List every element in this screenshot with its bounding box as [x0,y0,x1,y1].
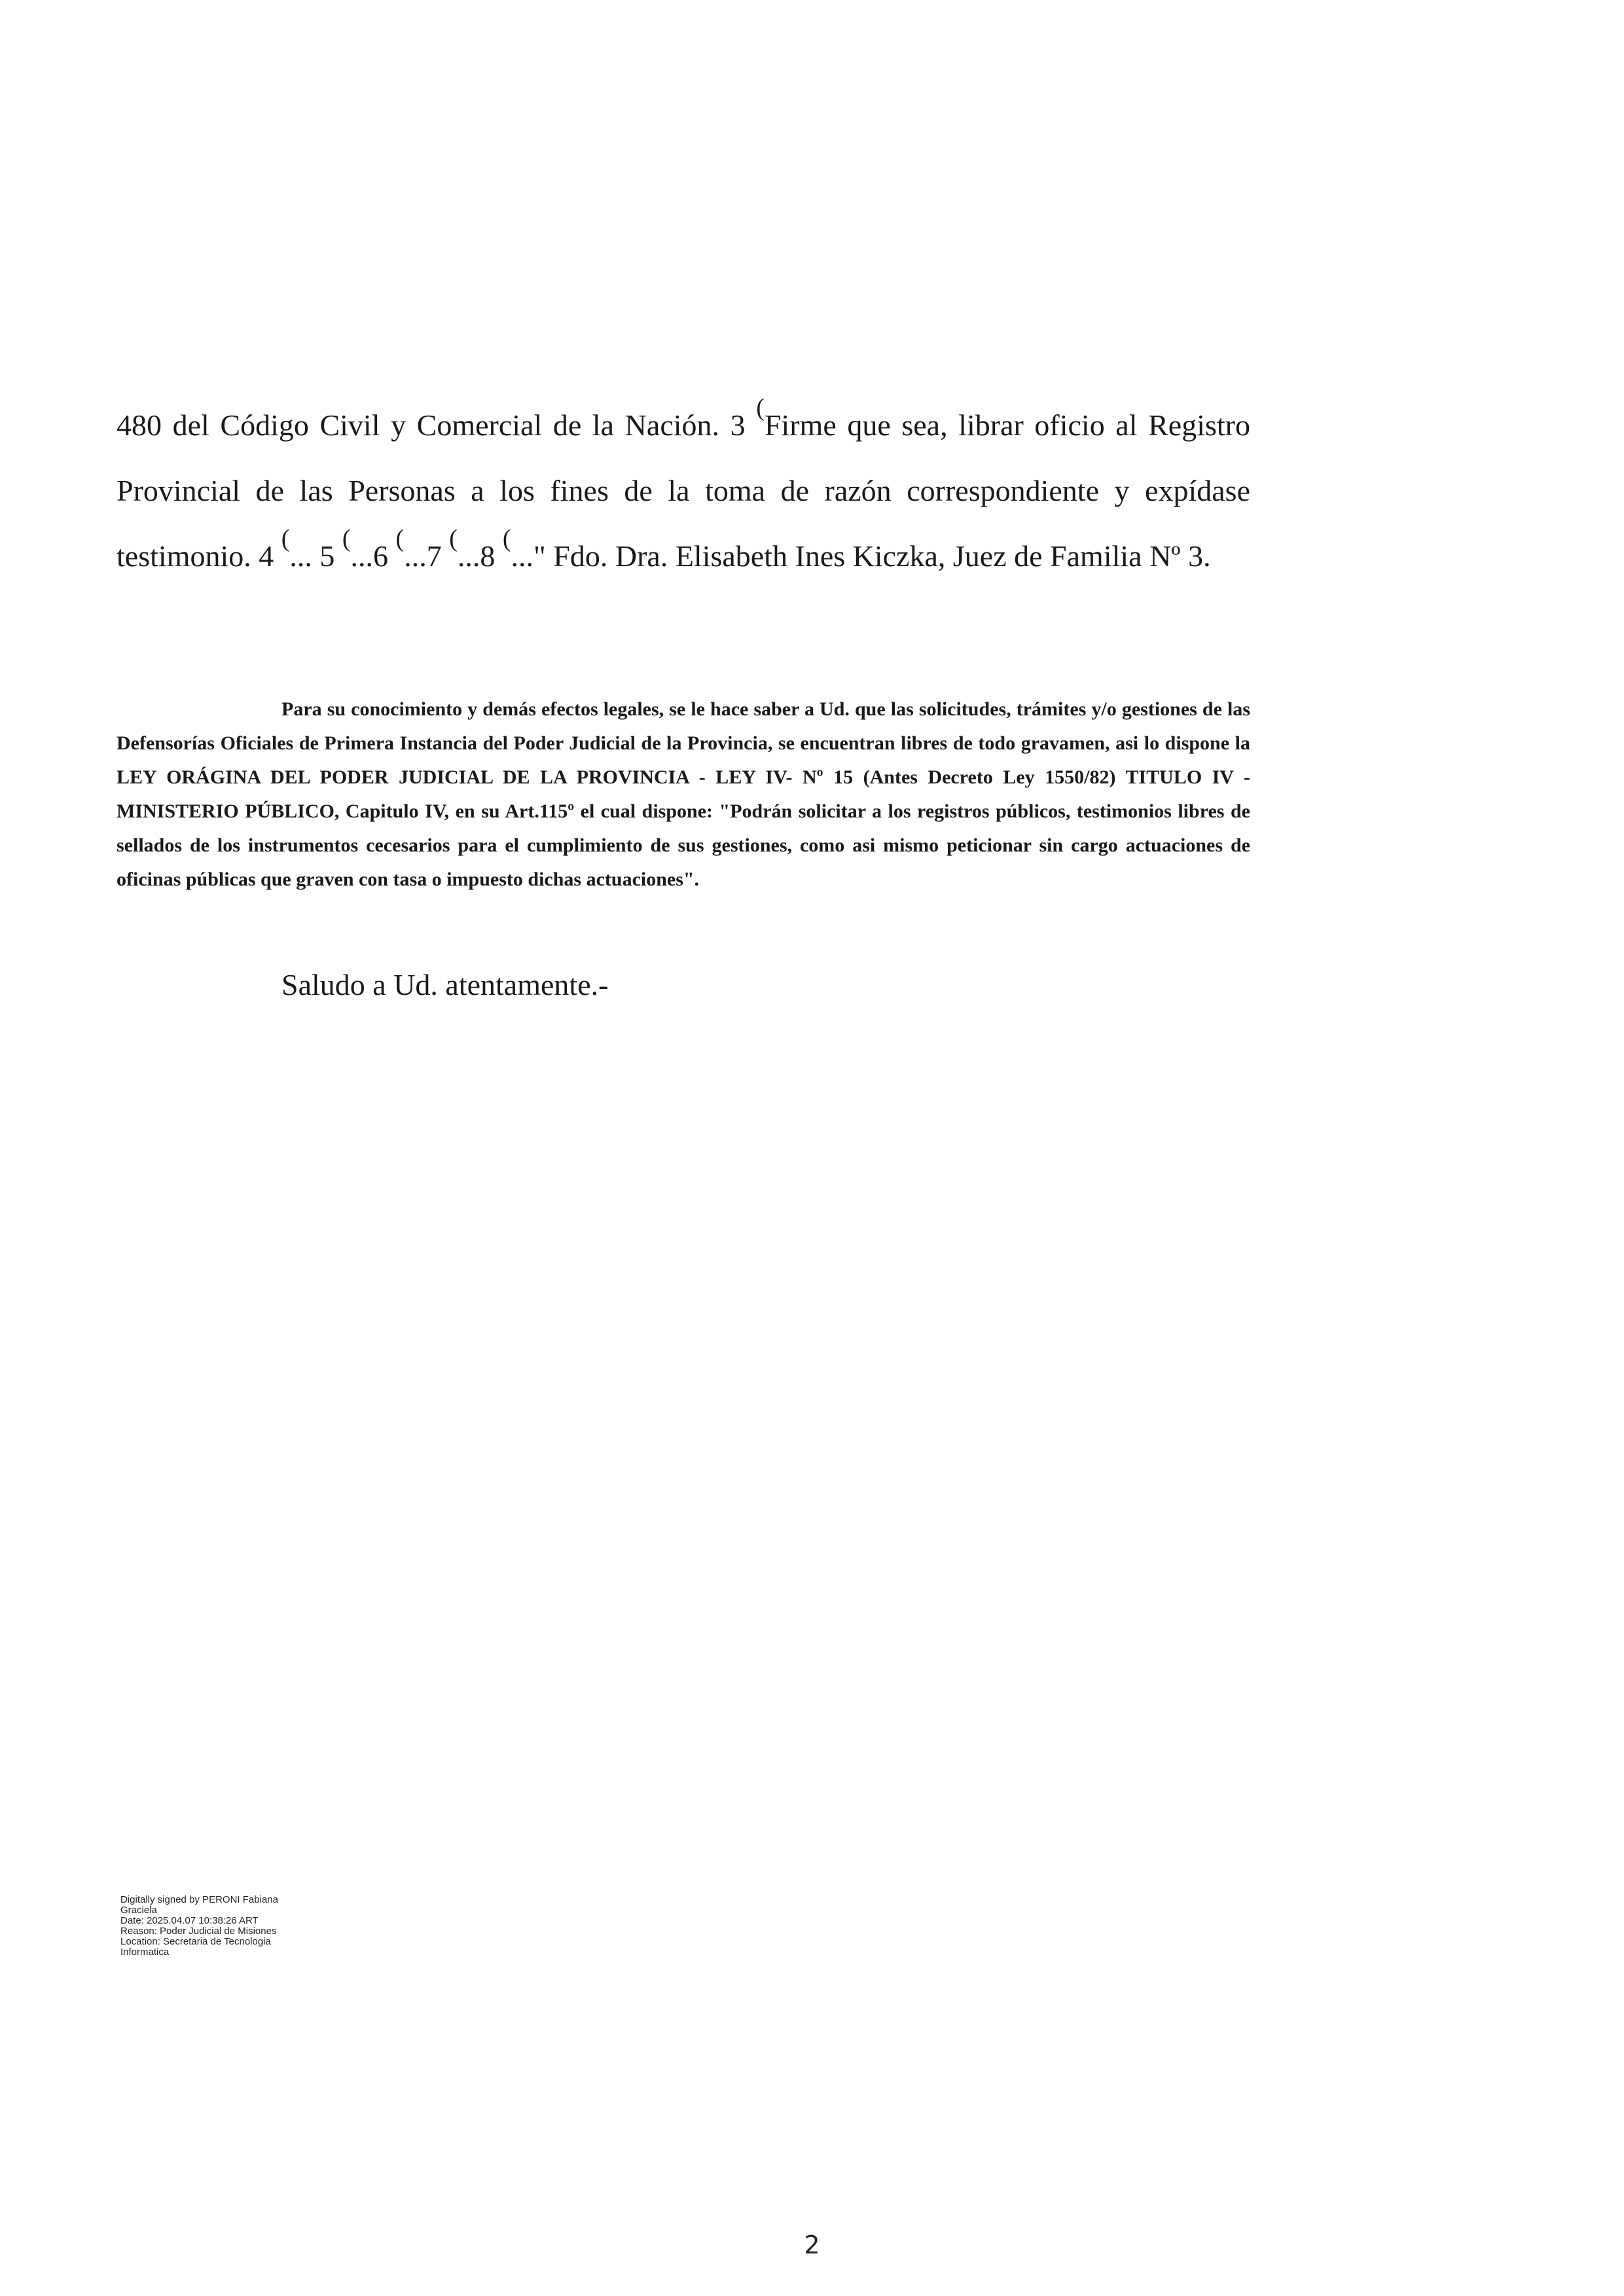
signature-reason: Reason: Poder Judicial de Misiones [120,1926,277,1937]
legal-notice [117,692,1250,897]
body-text-segment: ..." Fdo. Dra. Elisabeth Ines Kiczka, Juez de Familia Nº 3. [511,539,1211,573]
body-text-segment: ... 5 [289,539,342,573]
footnote-mark: ( [502,525,511,552]
signature-location: Location: Secretaria de Tecnologia [120,1936,271,1947]
body-text-segment: ...8 [457,539,503,573]
body-paragraph [117,393,1250,589]
legal-notice-text: Para su conocimiento y demás efectos legales, se le hace saber a Ud. que las solicitudes, trámites y/o gestiones de las Defensorías Oficiales de Primera Instancia del Poder Judicial de la Provincia, se encuentran libres de todo gravamen, asi lo dispone la LEY ORÁGINA DEL PODER JUDICIAL DE LA PROVINCIA - LEY IV- Nº 15 (Antes Decreto Ley 1550/82) TITULO IV - MINISTERIO PÚBLICO, Capitulo IV, en su Art.115º el cual dispone: "Podrán solicitar a los registros públicos, testimonios libres de sellados de los instrumentos cecesarios para el cumplimiento de sus gestiones, como asi mismo peticionar sin cargo actuaciones de oficinas públicas que graven con tasa o impuesto dichas actuaciones". [117,698,1250,890]
body-text-segment: ...7 [404,539,450,573]
signature-line: Digitally signed by PERONI Fabiana [120,1894,278,1905]
signature-date: Date: 2025.04.07 10:38:26 ART [120,1915,259,1926]
footnote-mark: ( [342,525,351,552]
signature-line: Graciela [120,1905,157,1916]
signature-line: Informatica [120,1946,170,1958]
footnote-mark: ( [281,525,290,552]
body-text-segment: Firme que sea, librar oficio al Registro Provincial de las Personas a los fines de la toma de razón correspondiente y expídase testimonio. 4 [117,408,1250,573]
body-text-segment: ...6 [350,539,396,573]
footnote-mark: ( [756,394,765,422]
footnote-mark: ( [395,525,405,552]
footnote-mark: ( [449,525,458,552]
page-number: 2 [804,2231,820,2259]
digital-signature-block [120,1895,323,1958]
closing-salutation: Saludo a Ud. atentamente.- [281,968,609,1001]
body-text-segment: 480 del Código Civil y Comercial de la Nación. 3 [117,408,757,442]
